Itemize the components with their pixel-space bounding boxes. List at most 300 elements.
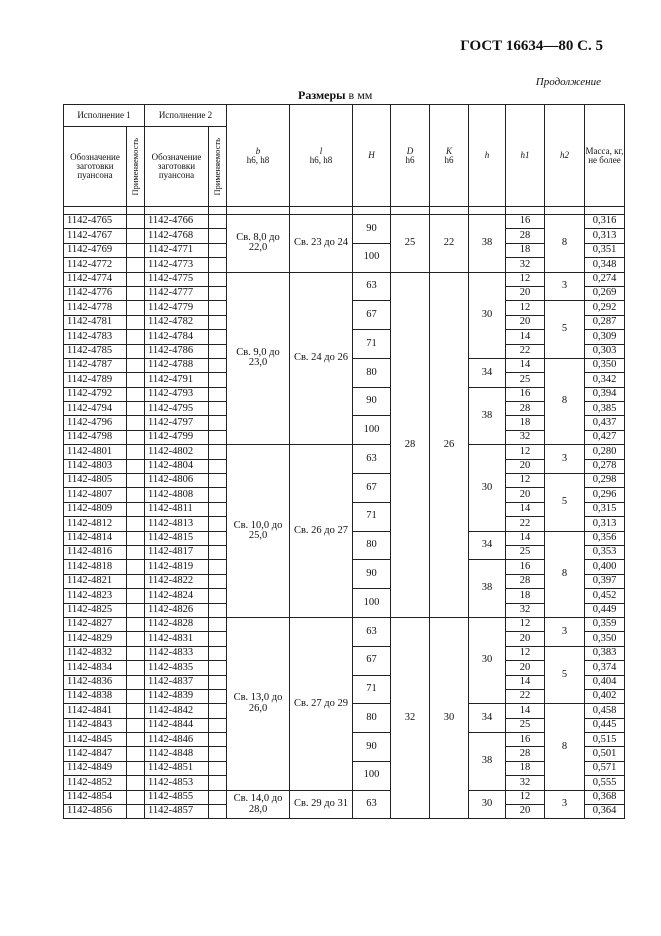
applicability-1 (127, 502, 145, 516)
l-symbol: l (319, 145, 323, 156)
designation-2: 1142-4813 (145, 517, 209, 531)
designation-1: 1142-4767 (64, 229, 127, 243)
designation-2: 1142-4842 (145, 704, 209, 718)
H-cell: 71 (353, 502, 391, 531)
mass-cell: 0,394 (585, 387, 625, 401)
h-cell: 30 (469, 617, 506, 703)
applicability-1 (127, 675, 145, 689)
b-cell: Св. 13,0 до 26,0 (227, 617, 290, 790)
H-cell: 80 (353, 531, 391, 560)
applicability-1 (127, 704, 145, 718)
h-cell: 38 (469, 560, 506, 618)
H-cell: 63 (353, 445, 391, 474)
h1-cell: 18 (506, 416, 545, 430)
h-header: h (469, 105, 506, 207)
sizes-caption (298, 88, 372, 103)
D-cell: 25 (391, 215, 430, 273)
h1-cell: 28 (506, 747, 545, 761)
mass-cell: 0,364 (585, 805, 625, 819)
designation-2: 1142-4815 (145, 531, 209, 545)
h1-cell: 28 (506, 574, 545, 588)
b-symbol: b (255, 145, 261, 156)
h1-cell: 18 (506, 589, 545, 603)
h2-cell: 3 (545, 272, 585, 301)
K-cell: 26 (430, 272, 469, 617)
applicability-1 (127, 545, 145, 559)
exec1-header: Исполнение 1 (64, 105, 145, 127)
designation-1: 1142-4772 (64, 258, 127, 272)
designation-2: 1142-4782 (145, 315, 209, 329)
designation-2: 1142-4779 (145, 301, 209, 315)
h2-cell: 5 (545, 301, 585, 359)
designation-1: 1142-4821 (64, 574, 127, 588)
h1-cell: 25 (506, 718, 545, 732)
h2-cell: 8 (545, 358, 585, 444)
designation-1: 1142-4834 (64, 661, 127, 675)
designation-1: 1142-4783 (64, 330, 127, 344)
H-cell: 100 (353, 243, 391, 272)
mass-cell: 0,397 (585, 574, 625, 588)
h1-cell: 12 (506, 617, 545, 631)
designation-2: 1142-4795 (145, 402, 209, 416)
h1-cell: 32 (506, 603, 545, 617)
applicability-1 (127, 358, 145, 372)
applicability-2 (209, 459, 227, 473)
h2-cell: 8 (545, 531, 585, 617)
applicability-1 (127, 574, 145, 588)
mass-cell: 0,316 (585, 215, 625, 229)
applicability-2 (209, 747, 227, 761)
designation-2: 1142-4853 (145, 776, 209, 790)
applicability-1 (127, 416, 145, 430)
applicability-1 (127, 733, 145, 747)
applicability-2 (209, 689, 227, 703)
designation-2: 1142-4797 (145, 416, 209, 430)
applicability-1 (127, 646, 145, 660)
l-cell: Св. 27 до 29 (290, 617, 353, 790)
b-cell: Св. 9,0 до 23,0 (227, 272, 290, 445)
H-cell: 80 (353, 358, 391, 387)
designation-1: 1142-4812 (64, 517, 127, 531)
mass-cell: 0,555 (585, 776, 625, 790)
applicability-2 (209, 704, 227, 718)
designation-1: 1142-4809 (64, 502, 127, 516)
applicability-2 (209, 243, 227, 257)
applicability-2 (209, 733, 227, 747)
h1-cell: 16 (506, 733, 545, 747)
l-cell: Св. 29 до 31 (290, 790, 353, 819)
h1-cell: 22 (506, 517, 545, 531)
designation-2: 1142-4824 (145, 589, 209, 603)
D-header (391, 105, 430, 207)
h1-cell: 22 (506, 344, 545, 358)
designation-2: 1142-4848 (145, 747, 209, 761)
designation-2: 1142-4817 (145, 545, 209, 559)
designation-2: 1142-4784 (145, 330, 209, 344)
mass-cell: 0,402 (585, 689, 625, 703)
designation-2: 1142-4788 (145, 358, 209, 372)
applicability-2 (209, 301, 227, 315)
applicability-1 (127, 243, 145, 257)
applicability-2 (209, 545, 227, 559)
H-cell: 90 (353, 560, 391, 589)
designation-2: 1142-4839 (145, 689, 209, 703)
designation-1: 1142-4845 (64, 733, 127, 747)
designation-1: 1142-4854 (64, 790, 127, 804)
designation-2: 1142-4822 (145, 574, 209, 588)
h1-cell: 12 (506, 646, 545, 660)
mass-cell: 0,359 (585, 617, 625, 631)
H-cell: 71 (353, 675, 391, 704)
designation-2: 1142-4826 (145, 603, 209, 617)
table-row (64, 272, 625, 286)
mass-cell: 0,427 (585, 430, 625, 444)
table-row (64, 215, 625, 229)
designation-2: 1142-4773 (145, 258, 209, 272)
b-tolerance: h6, h8 (246, 154, 270, 165)
designation-2: 1142-4811 (145, 502, 209, 516)
designation-2: 1142-4802 (145, 445, 209, 459)
h-cell: 38 (469, 215, 506, 273)
applicability-1 (127, 301, 145, 315)
applicability-1 (127, 430, 145, 444)
h1-cell: 20 (506, 632, 545, 646)
h2-header: h2 (545, 105, 585, 207)
applicability-2 (209, 805, 227, 819)
designation-2: 1142-4846 (145, 733, 209, 747)
h-cell: 30 (469, 790, 506, 819)
h1-cell: 20 (506, 315, 545, 329)
designation-2: 1142-4831 (145, 632, 209, 646)
applicability-2 (209, 776, 227, 790)
applicability-2 (209, 502, 227, 516)
designation-1: 1142-4801 (64, 445, 127, 459)
K-symbol: K (445, 145, 452, 156)
designation-2: 1142-4775 (145, 272, 209, 286)
designation-header-2: Обозначение заготовки пуансона (145, 127, 209, 207)
applicability-1 (127, 517, 145, 531)
mass-cell: 0,351 (585, 243, 625, 257)
mass-cell: 0,348 (585, 258, 625, 272)
l-cell: Св. 26 до 27 (290, 445, 353, 618)
designation-2: 1142-4855 (145, 790, 209, 804)
designation-2: 1142-4833 (145, 646, 209, 660)
designation-1: 1142-4778 (64, 301, 127, 315)
applicability-1 (127, 747, 145, 761)
l-header (290, 105, 353, 207)
mass-cell: 0,400 (585, 560, 625, 574)
H-cell: 100 (353, 589, 391, 618)
h1-cell: 28 (506, 229, 545, 243)
h2-cell: 5 (545, 646, 585, 704)
designation-2: 1142-4851 (145, 761, 209, 775)
designation-2: 1142-4857 (145, 805, 209, 819)
designation-2: 1142-4768 (145, 229, 209, 243)
applicability-2 (209, 315, 227, 329)
designation-1: 1142-4829 (64, 632, 127, 646)
H-cell: 71 (353, 330, 391, 359)
H-cell: 100 (353, 761, 391, 790)
mass-cell: 0,449 (585, 603, 625, 617)
D-tolerance: h6 (405, 154, 415, 165)
h2-cell: 3 (545, 790, 585, 819)
designation-2: 1142-4799 (145, 430, 209, 444)
designation-2: 1142-4766 (145, 215, 209, 229)
b-cell: Св. 10,0 до 25,0 (227, 445, 290, 618)
applicability-1 (127, 661, 145, 675)
applicability-1 (127, 603, 145, 617)
applicability-1 (127, 474, 145, 488)
applicability-2 (209, 574, 227, 588)
applicability-1 (127, 589, 145, 603)
mass-cell: 0,515 (585, 733, 625, 747)
applicability-1 (127, 776, 145, 790)
h1-cell: 32 (506, 430, 545, 444)
mass-cell: 0,309 (585, 330, 625, 344)
designation-1: 1142-4789 (64, 373, 127, 387)
applicability-2 (209, 229, 227, 243)
applicability-1 (127, 531, 145, 545)
mass-cell: 0,350 (585, 358, 625, 372)
mass-cell: 0,313 (585, 229, 625, 243)
applicability-2 (209, 358, 227, 372)
sizes-caption-unit: в мм (345, 88, 373, 102)
mass-cell: 0,445 (585, 718, 625, 732)
h-cell: 38 (469, 733, 506, 791)
applicability-1 (127, 689, 145, 703)
designation-2: 1142-4793 (145, 387, 209, 401)
table-body (64, 207, 625, 819)
designation-2: 1142-4806 (145, 474, 209, 488)
mass-cell: 0,571 (585, 761, 625, 775)
designation-1: 1142-4825 (64, 603, 127, 617)
l-cell: Св. 24 до 26 (290, 272, 353, 445)
designation-2: 1142-4835 (145, 661, 209, 675)
K-cell: 30 (430, 617, 469, 818)
applicability-1 (127, 387, 145, 401)
applicability-2 (209, 646, 227, 660)
H-cell: 90 (353, 733, 391, 762)
K-tolerance: h6 (444, 154, 454, 165)
sizes-caption-bold: Размеры (298, 88, 346, 102)
designation-2: 1142-4777 (145, 286, 209, 300)
applicability-1 (127, 402, 145, 416)
H-cell: 63 (353, 272, 391, 301)
h1-cell: 12 (506, 301, 545, 315)
designation-2: 1142-4819 (145, 560, 209, 574)
applicability-1 (127, 344, 145, 358)
h1-cell: 16 (506, 215, 545, 229)
applicability-2 (209, 603, 227, 617)
designation-1: 1142-4776 (64, 286, 127, 300)
h1-cell: 25 (506, 545, 545, 559)
applicability-1 (127, 286, 145, 300)
l-tolerance: h6, h8 (309, 154, 333, 165)
exec2-header: Исполнение 2 (145, 105, 227, 127)
applicability-1 (127, 632, 145, 646)
applicability-2 (209, 675, 227, 689)
mass-cell: 0,404 (585, 675, 625, 689)
mass-cell: 0,452 (585, 589, 625, 603)
b-header (227, 105, 290, 207)
K-cell: 22 (430, 215, 469, 273)
applicability-label-1: Применяемость (130, 137, 141, 196)
h1-cell: 20 (506, 805, 545, 819)
h1-cell: 14 (506, 675, 545, 689)
applicability-2 (209, 215, 227, 229)
mass-cell: 0,292 (585, 301, 625, 315)
applicability-1 (127, 315, 145, 329)
applicability-2 (209, 560, 227, 574)
designation-1: 1142-4781 (64, 315, 127, 329)
applicability-1 (127, 459, 145, 473)
mass-cell: 0,342 (585, 373, 625, 387)
mass-cell: 0,303 (585, 344, 625, 358)
h1-cell: 18 (506, 243, 545, 257)
applicability-2 (209, 402, 227, 416)
applicability-2 (209, 790, 227, 804)
applicability-2 (209, 517, 227, 531)
h1-cell: 32 (506, 258, 545, 272)
H-cell: 63 (353, 617, 391, 646)
H-cell: 100 (353, 416, 391, 445)
h1-header: h1 (506, 105, 545, 207)
designation-1: 1142-4818 (64, 560, 127, 574)
mass-cell: 0,350 (585, 632, 625, 646)
designation-1: 1142-4836 (64, 675, 127, 689)
designation-1: 1142-4843 (64, 718, 127, 732)
applicability-2 (209, 430, 227, 444)
h1-cell: 16 (506, 560, 545, 574)
applicability-2 (209, 488, 227, 502)
applicability-2 (209, 258, 227, 272)
applicability-2 (209, 286, 227, 300)
designation-2: 1142-4808 (145, 488, 209, 502)
designation-1: 1142-4765 (64, 215, 127, 229)
h1-cell: 20 (506, 661, 545, 675)
applicability-2 (209, 761, 227, 775)
designation-2: 1142-4837 (145, 675, 209, 689)
h1-cell: 22 (506, 689, 545, 703)
designation-1: 1142-4847 (64, 747, 127, 761)
mass-cell: 0,274 (585, 272, 625, 286)
applicability-2 (209, 474, 227, 488)
H-cell: 80 (353, 704, 391, 733)
H-cell: 67 (353, 301, 391, 330)
designation-1: 1142-4785 (64, 344, 127, 358)
designation-1: 1142-4798 (64, 430, 127, 444)
designation-2: 1142-4771 (145, 243, 209, 257)
dimensions-table (63, 104, 625, 819)
page-header: ГОСТ 16634—80 С. 5 (460, 38, 603, 54)
h1-cell: 20 (506, 488, 545, 502)
mass-cell: 0,385 (585, 402, 625, 416)
applicability-2 (209, 272, 227, 286)
mass-cell: 0,383 (585, 646, 625, 660)
h1-cell: 20 (506, 459, 545, 473)
mass-cell: 0,368 (585, 790, 625, 804)
applicability-1 (127, 445, 145, 459)
mass-cell: 0,313 (585, 517, 625, 531)
h1-cell: 12 (506, 272, 545, 286)
designation-1: 1142-4805 (64, 474, 127, 488)
h-cell: 30 (469, 272, 506, 358)
l-cell: Св. 23 до 24 (290, 215, 353, 273)
h2-cell: 3 (545, 617, 585, 646)
h2-cell: 3 (545, 445, 585, 474)
h2-cell: 8 (545, 215, 585, 273)
applicability-2 (209, 330, 227, 344)
applicability-1 (127, 488, 145, 502)
h1-cell: 25 (506, 373, 545, 387)
mass-cell: 0,287 (585, 315, 625, 329)
h1-cell: 12 (506, 474, 545, 488)
b-cell: Св. 8,0 до 22,0 (227, 215, 290, 273)
designation-1: 1142-4814 (64, 531, 127, 545)
applicability-2 (209, 373, 227, 387)
h1-cell: 20 (506, 286, 545, 300)
mass-cell: 0,298 (585, 474, 625, 488)
applicability-1 (127, 790, 145, 804)
designation-1: 1142-4852 (64, 776, 127, 790)
h1-cell: 28 (506, 402, 545, 416)
designation-2: 1142-4791 (145, 373, 209, 387)
mass-cell: 0,353 (585, 545, 625, 559)
h1-cell: 14 (506, 704, 545, 718)
mass-cell: 0,356 (585, 531, 625, 545)
applicability-1 (127, 215, 145, 229)
K-header (430, 105, 469, 207)
designation-1: 1142-4841 (64, 704, 127, 718)
continuation-label: Продолжение (535, 76, 601, 88)
h-cell: 34 (469, 358, 506, 387)
designation-1: 1142-4796 (64, 416, 127, 430)
applicability-2 (209, 445, 227, 459)
H-cell: 90 (353, 215, 391, 244)
applicability-1 (127, 373, 145, 387)
D-cell: 28 (391, 272, 430, 617)
designation-1: 1142-4856 (64, 805, 127, 819)
h1-cell: 12 (506, 445, 545, 459)
mass-header: Масса, кг, не более (585, 105, 625, 207)
mass-cell: 0,437 (585, 416, 625, 430)
table-row (64, 617, 625, 631)
h1-cell: 32 (506, 776, 545, 790)
designation-2: 1142-4786 (145, 344, 209, 358)
mass-cell: 0,278 (585, 459, 625, 473)
h1-cell: 14 (506, 358, 545, 372)
designation-1: 1142-4823 (64, 589, 127, 603)
mass-cell: 0,458 (585, 704, 625, 718)
h1-cell: 14 (506, 502, 545, 516)
designation-1: 1142-4803 (64, 459, 127, 473)
h1-cell: 14 (506, 531, 545, 545)
designation-header-1: Обозначение заготовки пуансона (64, 127, 127, 207)
h-cell: 34 (469, 531, 506, 560)
designation-1: 1142-4774 (64, 272, 127, 286)
designation-2: 1142-4844 (145, 718, 209, 732)
h1-cell: 12 (506, 790, 545, 804)
applicability-2 (209, 718, 227, 732)
designation-2: 1142-4804 (145, 459, 209, 473)
H-cell: 67 (353, 646, 391, 675)
designation-1: 1142-4816 (64, 545, 127, 559)
designation-1: 1142-4769 (64, 243, 127, 257)
applicability-1 (127, 617, 145, 631)
applicability-2 (209, 387, 227, 401)
h-cell: 30 (469, 445, 506, 531)
spacer-row (64, 207, 625, 215)
